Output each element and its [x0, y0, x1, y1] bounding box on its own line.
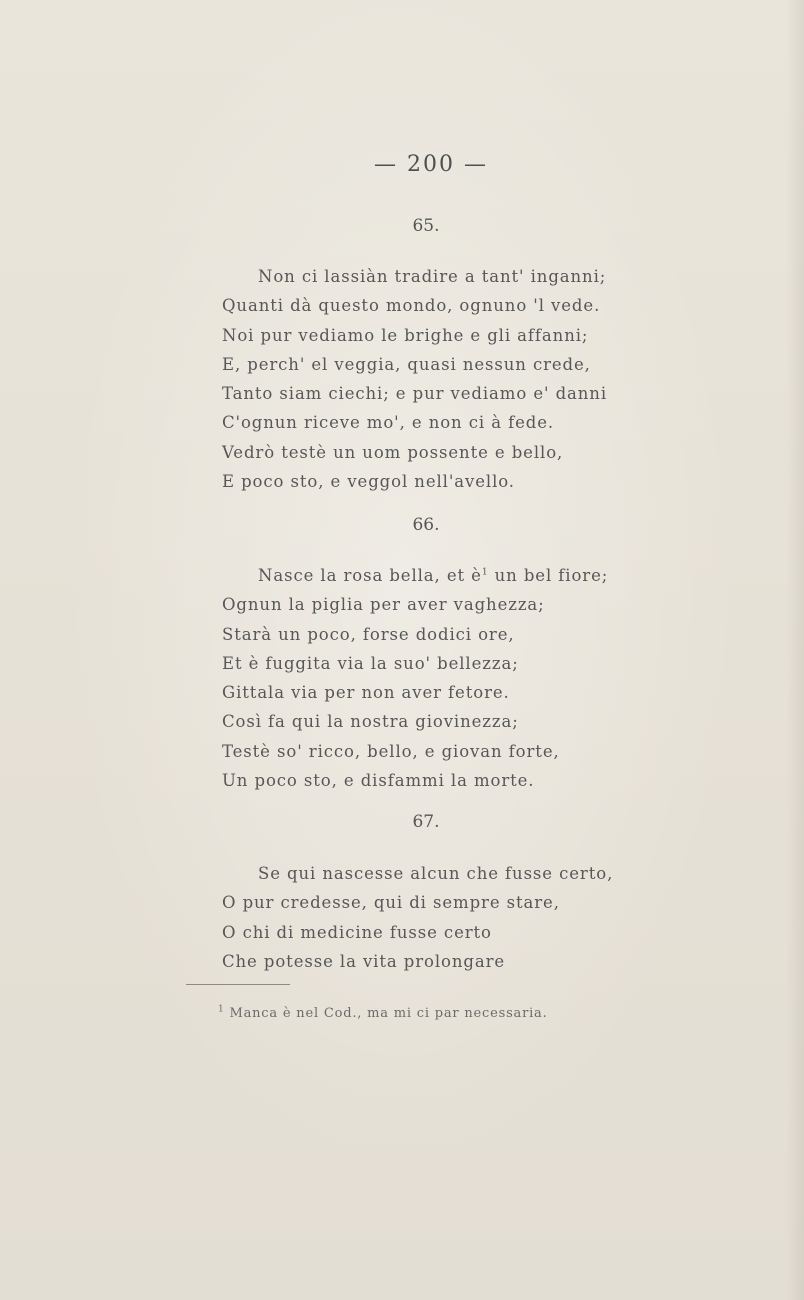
- verse-line: Tanto siam ciechi; e pur vediamo e' danni: [222, 384, 607, 404]
- verse-line: Starà un poco, forse dodici ore,: [222, 624, 515, 644]
- verse-line: O chi di medicine fusse certo: [222, 922, 492, 942]
- footnote-reference: 1: [481, 567, 489, 578]
- verse-line: O pur credesse, qui di sempre stare,: [222, 893, 560, 913]
- verse-line: Gittala via per non aver fetore.: [222, 683, 510, 703]
- verse-line: Ognun la piglia per aver vaghezza;: [222, 595, 545, 615]
- verse-line: Un poco sto, e disfammi la morte.: [222, 771, 535, 791]
- stanza-67: [222, 859, 622, 976]
- verse-line: Et è fuggita via la suo' bellezza;: [222, 653, 519, 673]
- stanza-66: [222, 561, 622, 795]
- stanza-number-67: 67.: [412, 812, 440, 832]
- verse-line: Noi pur vediamo le brighe e gli affanni;: [222, 325, 589, 345]
- footnote-mark: 1: [218, 1004, 225, 1015]
- page-edge-shadow: [786, 0, 804, 1300]
- verse-line: E, perch' el veggia, quasi nessun crede,: [222, 354, 591, 374]
- verse-line: Vedrò testè un uom possente e bello,: [222, 442, 564, 462]
- stanza-number-66: 66.: [412, 515, 440, 535]
- verse-line-tail: un bel fiore;: [488, 566, 609, 585]
- verse-line-text: Nasce la rosa bella, et è: [258, 566, 482, 585]
- verse-line: C'ognun riceve mo', e non ci à fede.: [222, 413, 555, 433]
- verse-line: [222, 561, 622, 590]
- verse-line: Non ci lassiàn tradire a tant' inganni;: [258, 267, 607, 286]
- verse-line: Che potesse la vita prolongare: [222, 951, 506, 971]
- verse-line: E poco sto, e veggol nell'avello.: [222, 472, 515, 492]
- verse-line: Quanti dà questo mondo, ognuno 'l vede.: [222, 296, 601, 316]
- stanza-number-65: 65.: [412, 216, 440, 236]
- footnote-divider: [186, 984, 290, 985]
- verse-line: Così fa qui la nostra giovinezza;: [222, 712, 519, 732]
- verse-line: Testè so' ricco, bello, e giovan forte,: [222, 741, 560, 761]
- verse-line: Se qui nascesse alcun che fusse certo,: [258, 864, 614, 883]
- footnote-text: Manca è nel Cod., ma mi ci par necessaria.: [224, 1006, 548, 1021]
- page-number: — 200 —: [374, 152, 488, 177]
- stanza-65: [222, 262, 622, 496]
- footnote: [218, 1006, 548, 1021]
